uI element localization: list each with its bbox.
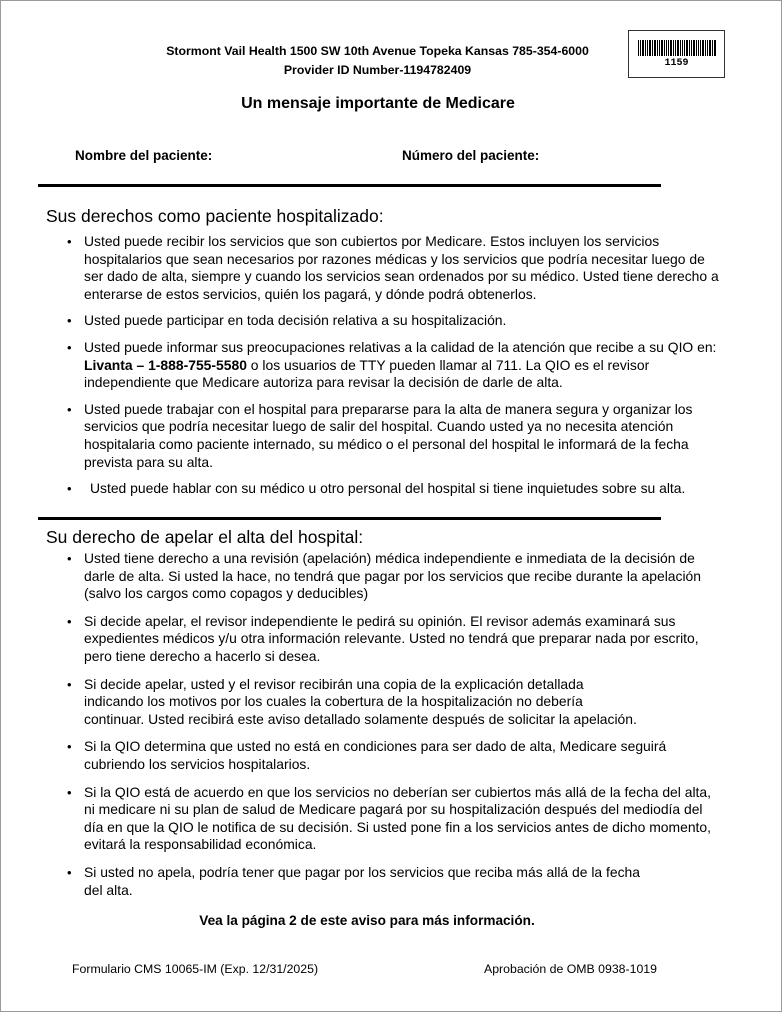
header-divider xyxy=(38,184,661,187)
list-item: • Si la QIO está de acuerdo en que los servicios no deberían ser cubiertos más allá de la fecha del alta, ni medicare ni su plan de salud de Medicare pagará por su hospitalización después del mediodía del día en que la QIO le notifica de su decisión. Si usted pone fin a los servicios antes de dicho momento, evitará la responsabilidad económica. xyxy=(62,784,722,854)
barcode-image xyxy=(638,40,716,56)
barcode-box xyxy=(628,30,725,78)
list-item: • Si la QIO determina que usted no está en condiciones para ser dado de alta, Medicare seguirá cubriendo los servicios hospitalarios. xyxy=(62,738,722,773)
omb-approval: Aprobación de OMB 0938-1019 xyxy=(484,962,657,976)
list-item: • Usted tiene derecho a una revisión (apelación) médica independiente e inmediata de la decisión de darle de alta. Si usted la hace, no tendrá que pagar por los servicios que recibe durante la apelación (salvo los cargos como copagos y deducibles) xyxy=(62,550,722,603)
form-number: Formulario CMS 10065-IM (Exp. 12/31/2025) xyxy=(72,962,319,976)
patient-name-label: Nombre del paciente: xyxy=(75,148,213,163)
list-item: • Usted puede hablar con su médico u otro personal del hospital si tiene inquietudes sobre su alta. xyxy=(62,480,722,498)
page-title: Un mensaje importante de Medicare xyxy=(241,95,515,112)
inpatient-rights-list xyxy=(62,233,722,498)
provider-id: Provider ID Number-1194782409 xyxy=(283,63,472,77)
list-item-text: o los usuarios de TTY pueden llamar al 711. La QIO es el revisor independiente que Medicare autoriza para revisar la decisión de darle de alta. xyxy=(84,356,650,391)
patient-number-label: Número del paciente: xyxy=(402,148,540,163)
barcode-number: 1159 xyxy=(664,58,689,69)
list-item: • Si usted no apela, podría tener que pagar por los servicios que reciba más allá de la fecha del alta. xyxy=(62,864,722,899)
see-page-two-note: Vea la página 2 de este aviso para más información. xyxy=(199,913,535,928)
list-item: • Si decide apelar, el revisor independiente le pedirá su opinión. El revisor además examinará sus expedientes médicos y/u otra información relevante. Usted no tendrá que preparar nada por escrito, pero tiene derecho a hacerlo si desea. xyxy=(62,613,722,666)
provider-address: Stormont Vail Health 1500 SW 10th Avenue Topeka Kansas 785-354-6000 xyxy=(166,44,589,58)
list-item-text: Usted puede informar sus preocupaciones relativas a la calidad de la atención que recibe a su QIO en: xyxy=(84,338,717,355)
section-heading-appeal-rights: Su derecho de apelar el alta del hospital: xyxy=(46,527,364,547)
section-divider xyxy=(38,517,661,520)
list-item: • Usted puede trabajar con el hospital para prepararse para la alta de manera segura y organizar los servicios que podría necesitar luego de salir del hospital. Cuando usted ya no necesita atención hospitalaria como paciente internado, su médico o el personal del hospital le informará de la fecha prevista para su alta. xyxy=(62,401,722,471)
section-heading-inpatient-rights: Sus derechos como paciente hospitalizado: xyxy=(46,206,384,226)
appeal-rights-list xyxy=(62,550,722,899)
list-item: • Si decide apelar, usted y el revisor recibirán una copia de la explicación detallada indicando los motivos por los cuales la cobertura de la hospitalización no debería continuar. Usted recibirá este aviso detallado solamente después de solicitar la apelación. xyxy=(62,676,722,729)
qio-contact: Livanta – 1-888-755-5580 xyxy=(84,356,247,373)
list-item xyxy=(62,339,722,392)
list-item: • Usted puede recibir los servicios que son cubiertos por Medicare. Estos incluyen los servicios hospitalarios que sean necesarios por razones médicas y los servicios que podría necesitar luego de ser dado de alta, siempre y cuando los servicios sean ordenados por su médico. Usted tiene derecho a enterarse de estos servicios, quién los pagará, y dónde podrá obtenerlos. xyxy=(62,233,722,303)
list-item: • Usted puede participar en toda decisión relativa a su hospitalización. xyxy=(62,312,722,330)
